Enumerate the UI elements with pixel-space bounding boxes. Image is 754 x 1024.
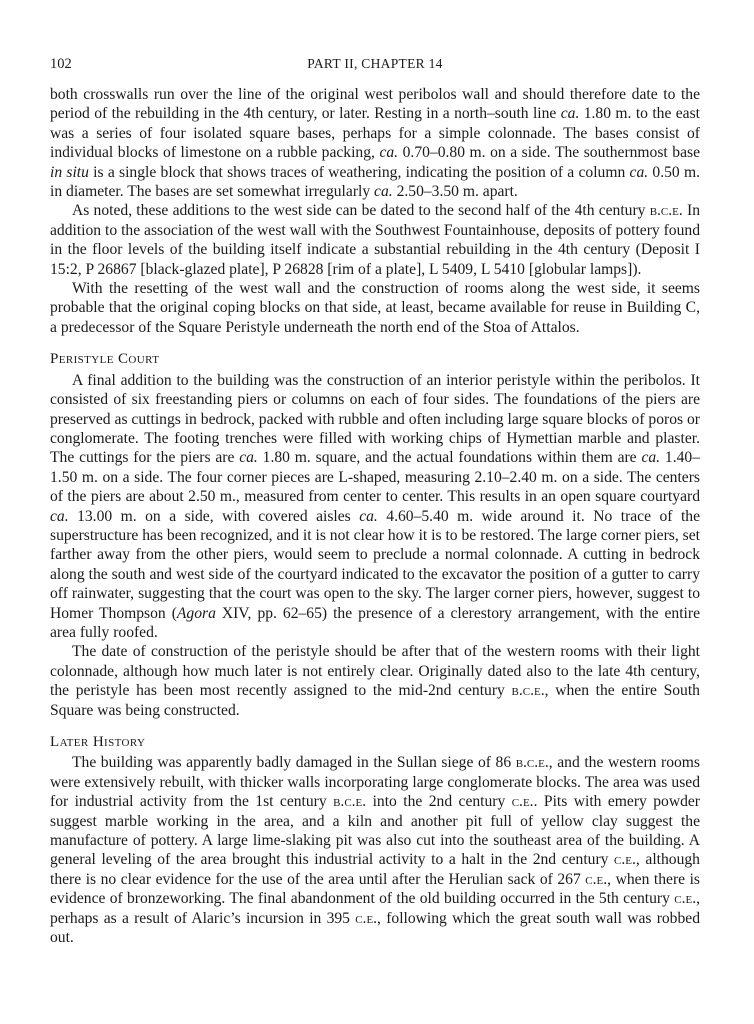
page-number: 102 [50, 56, 72, 72]
paragraph-1: both crosswalls run over the line of the original west peribolos wall and should therefore date to the period of the rebuilding in the 4th century, or later. Resting in a north–south line ca. 1.80 m. to the east was a series of four isolated square bases, perhaps for a simple colonnade. The bases consist of individual blocks of limestone on a rubble packing, ca. 0.70–0.80 m. on a side. The southernmost base in situ is a single block that shows traces of weathering, indicating the position of a column ca. 0.50 m. in diameter. The bases are set somewhat irregularly ca. 2.50–3.50 m. apart. [50, 86, 701, 201]
page-header [50, 56, 700, 76]
page-body [50, 85, 700, 947]
paragraph-2: As noted, these additions to the west side can be dated to the second half of the 4th century b.c.e. In addition to the association of the west wall with the Southwest Fountainhouse, deposits of pottery found in the floor levels of the building itself indicate a substantial rebuilding in the 4th century (Deposit I 15:2, P 26867 [black-glazed plate], P 26828 [rim of a plate], L 5409, L 5410 [globular lamps]). [50, 202, 700, 278]
paragraph-3: With the resetting of the west wall and the construction of rooms along the west side, it seems probable that the original coping blocks on that side, at least, became available for reuse in Building C, a predecessor of the Square Peristyle underneath the north end of the Stoa of Attalos. [50, 280, 700, 336]
section-heading-later-history: Later History [50, 734, 146, 750]
section-heading-peristyle-court: Peristyle Court [50, 351, 160, 368]
paragraph-4: A final addition to the building was the construction of an interior peristyle within the peribolos. It consisted of six freestanding piers or columns on each of four sides. The foundations of the piers are preserved as cuttings in bedrock, packed with rubble and often including large square blocks of poros or conglomerate. The footing trenches were filled with working chips of Hymettian marble and plaster. The cuttings for the piers are ca. 1.80 m. square, and the actual foundations within them are ca. 1.40–1.50 m. on a side. The four corner pieces are L-shaped, measuring 2.10–2.40 m. on a side. The centers of the piers are about 2.50 m., measured from center to center. This results in an open square courtyard ca. 13.00 m. on a side, with covered aisles ca. 4.60–5.40 m. wide around it. No trace of the superstructure has been recognized, and it is not clear how it is to be restored. The large corner piers, set farther away from the other piers, would seem to preclude a normal colonnade. A cutting in bedrock along the south and west side of the courtyard indicated to the excavator the position of a gutter to carry off rainwater, suggesting that the court was open to the sky. The larger corner piers, however, suggest to Homer Thompson (Agora XIV, pp. 62–65) the presence of a clerestory arrangement, with the entire area fully roofed. [50, 371, 701, 641]
paragraph-6: The building was apparently badly damaged in the Sullan siege of 86 b.c.e., and the western rooms were extensively rebuilt, with thicker walls incorporating large conglomerate blocks. The area was used for industrial activity from the 1st century b.c.e. into the 2nd century c.e.. Pits with emery powder suggest marble working in the area, and a kiln and another pit full of yellow clay suggest the manufacture of pottery. A large lime-slaking pit was also cut into the southeast area of the building. A general leveling of the area brought this industrial activity to a halt in the 2nd century c.e., although there is no clear evidence for the use of the area until after the Herulian sack of 267 c.e., when there is evidence of bronzeworking. The final abandonment of the old building occurred in the 5th century c.e., perhaps as a result of Alaric’s incursion in 395 c.e., following which the great south wall was robbed out. [50, 754, 701, 947]
paragraph-5: The date of construction of the peristyle should be after that of the western rooms with their light colonnade, although how much later is not entirely clear. Originally dated also to the late 4th century, the peristyle has been most recently assigned to the mid-2nd century b.c.e., when the entire South Square was being constructed. [50, 643, 700, 719]
running-head: PART II, CHAPTER 14 [307, 56, 443, 71]
